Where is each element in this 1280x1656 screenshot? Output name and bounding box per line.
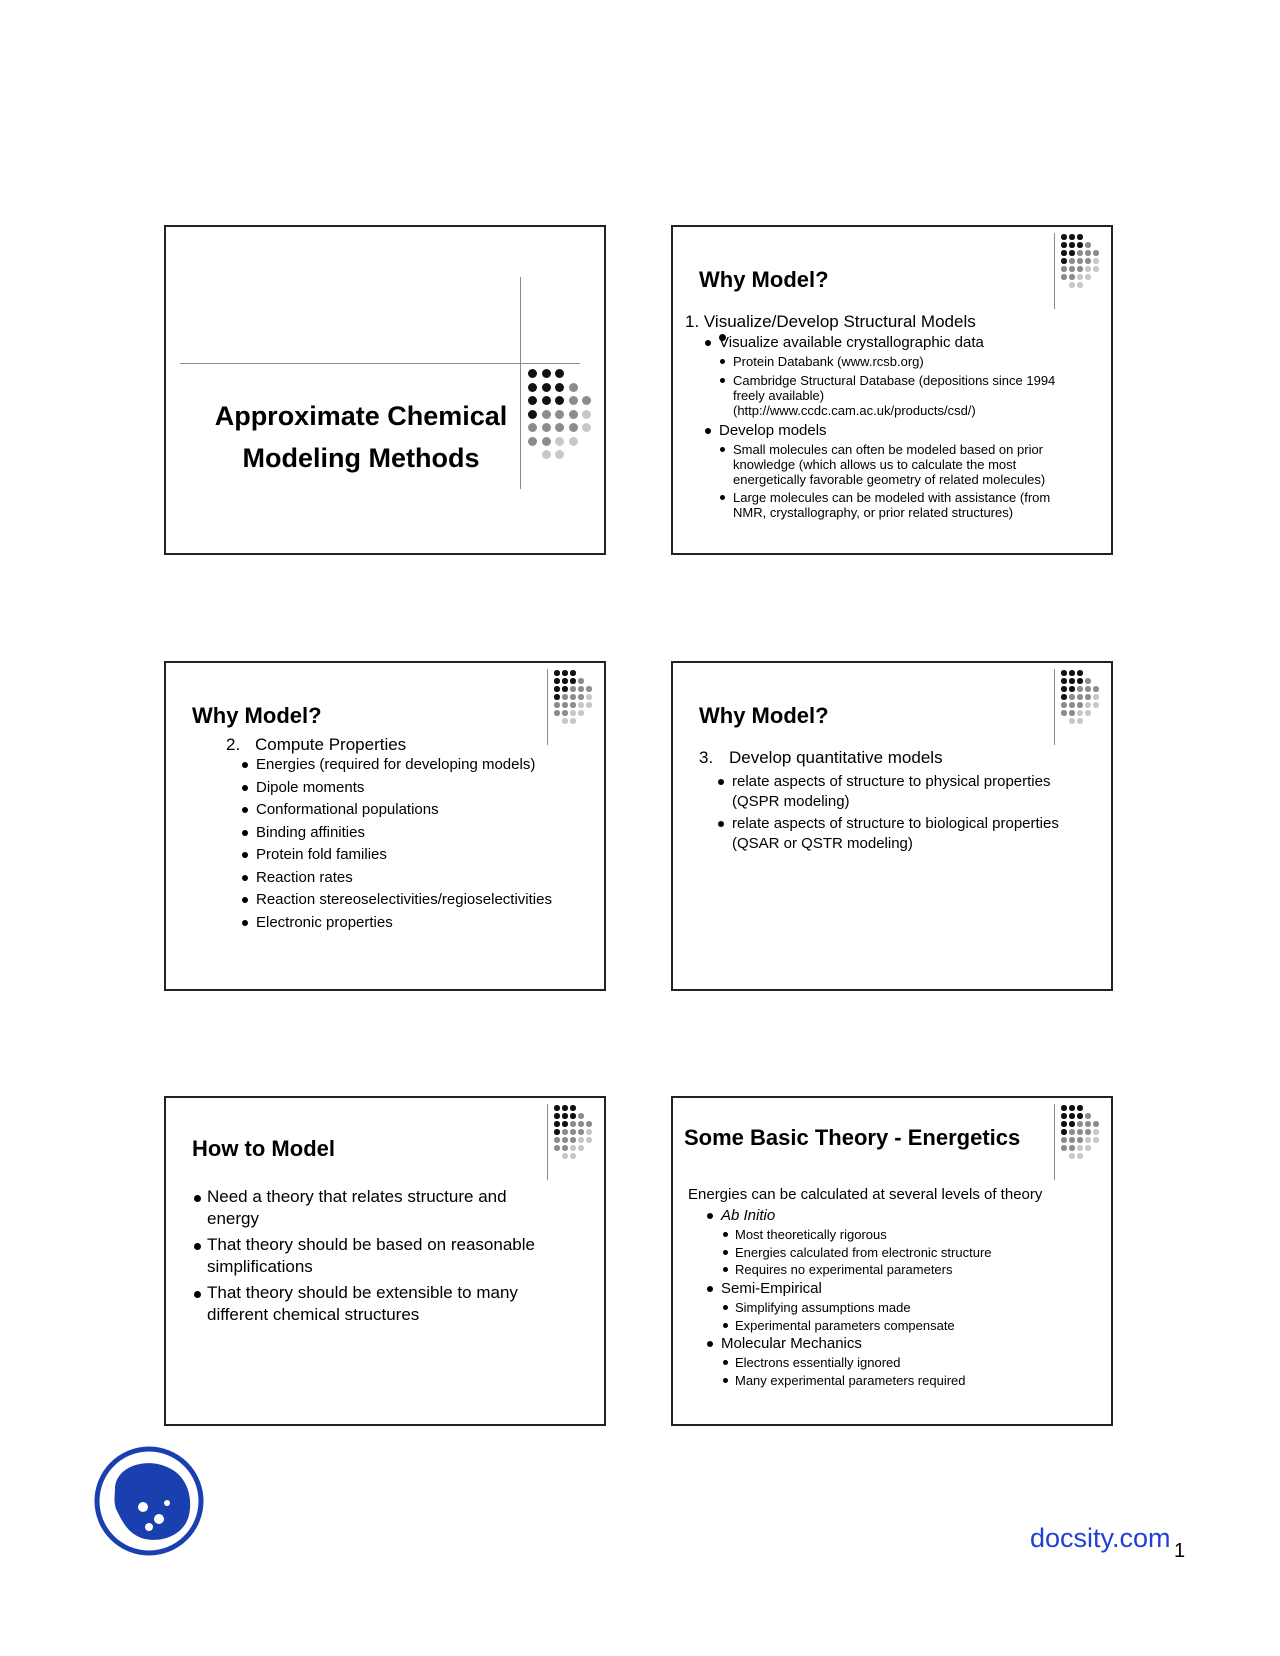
bullet-dot	[242, 852, 248, 858]
divider-vertical	[1054, 1104, 1055, 1180]
theory-level: Semi-Empirical	[721, 1280, 822, 1297]
decorative-dot	[1085, 694, 1091, 700]
decorative-dot	[554, 1121, 560, 1127]
decorative-dot	[570, 702, 576, 708]
sub-bullet-text: Protein Databank (www.rcsb.org)	[733, 354, 924, 369]
decorative-dot	[1069, 1137, 1075, 1143]
decorative-dot	[1093, 694, 1099, 700]
theory-level: Ab Initio	[721, 1207, 776, 1224]
decorative-dot	[578, 702, 584, 708]
decorative-dot	[569, 410, 578, 419]
decorative-dot	[1077, 678, 1083, 684]
decorative-dot	[562, 710, 568, 716]
list-item: Dipole moments	[256, 778, 365, 796]
divider-vertical	[547, 1104, 548, 1180]
slide-4	[671, 661, 1113, 991]
decorative-dot	[1069, 1153, 1075, 1159]
decorative-dot	[1069, 1145, 1075, 1151]
decorative-dot	[586, 702, 592, 708]
decorative-dot	[578, 678, 584, 684]
bullet-dot	[242, 920, 248, 926]
decorative-dot	[570, 1137, 576, 1143]
decorative-dot	[1093, 258, 1099, 264]
sub-bullet-dot	[720, 359, 725, 364]
decorative-dot	[1061, 702, 1067, 708]
decorative-dot	[578, 1145, 584, 1151]
decorative-dot	[555, 383, 564, 392]
decorative-dot	[554, 1113, 560, 1119]
decorative-dot	[1077, 1105, 1083, 1111]
slide-5	[164, 1096, 606, 1426]
sub-bullet-text: freely available)	[733, 388, 825, 403]
sub-bullet-text: Simplifying assumptions made	[735, 1300, 911, 1315]
decorative-dot	[578, 686, 584, 692]
decorative-dot	[554, 694, 560, 700]
decorative-dot	[1069, 250, 1075, 256]
decorative-dot	[570, 670, 576, 676]
sub-bullet-text: Cambridge Structural Database (depositions since 1994	[733, 373, 1056, 388]
decorative-dot	[1085, 250, 1091, 256]
sub-bullet-text: Electrons essentially ignored	[735, 1355, 901, 1370]
decorative-dot	[554, 1137, 560, 1143]
bullet-text: relate aspects of structure to biological properties	[732, 815, 1059, 832]
decorative-dot	[1061, 678, 1067, 684]
docsity-logo	[93, 1445, 205, 1557]
decorative-dot	[582, 423, 591, 432]
bullet-text: (QSPR modeling)	[732, 793, 850, 810]
decorative-dot	[542, 369, 551, 378]
page-number: 1	[1174, 1540, 1186, 1562]
slide-3	[164, 661, 606, 991]
decorative-dot	[562, 1105, 568, 1111]
divider-vertical	[547, 669, 548, 745]
decorative-dot	[1093, 250, 1099, 256]
decorative-dot	[1077, 242, 1083, 248]
decorative-dot	[1093, 1137, 1099, 1143]
decorative-dot	[578, 1129, 584, 1135]
decorative-dot	[554, 670, 560, 676]
decorative-dot	[554, 1105, 560, 1111]
decorative-dot	[1085, 1129, 1091, 1135]
decorative-dot	[1061, 670, 1067, 676]
decorative-dot	[1085, 258, 1091, 264]
decorative-dot	[586, 686, 592, 692]
decorative-dot	[586, 1121, 592, 1127]
decorative-dot	[1061, 250, 1067, 256]
decorative-dot	[1077, 1129, 1083, 1135]
decorative-dot	[1077, 670, 1083, 676]
bullet-text: Develop models	[719, 422, 827, 439]
decorative-dot	[554, 1129, 560, 1135]
sub-bullet-text: Experimental parameters compensate	[735, 1317, 955, 1333]
decorative-dot	[1061, 274, 1067, 280]
decorative-dot	[1061, 266, 1067, 272]
decorative-dot	[555, 396, 564, 405]
decorative-dot	[569, 437, 578, 446]
decorative-dot	[1061, 1129, 1067, 1135]
sub-bullet-dot	[720, 495, 725, 500]
decorative-dot	[542, 383, 551, 392]
decorative-dot	[562, 1121, 568, 1127]
decorative-dot	[1085, 1121, 1091, 1127]
list-item: Reaction stereoselectivities/regioselectivities	[256, 891, 552, 908]
decorative-dot	[1069, 258, 1075, 264]
decorative-dot	[578, 1113, 584, 1119]
bullet-text: energy	[207, 1209, 259, 1228]
bullet-text: That theory should be based on reasonable	[207, 1235, 535, 1254]
decorative-dot	[562, 670, 568, 676]
decorative-dot	[555, 423, 564, 432]
decorative-dot	[1077, 266, 1083, 272]
decorative-dot	[1061, 1113, 1067, 1119]
theory-level: Molecular Mechanics	[721, 1335, 862, 1352]
bullet-text: Visualize available crystallographic data	[719, 334, 984, 351]
sub-bullet-text: knowledge (which allows us to calculate the most	[733, 457, 1017, 472]
sub-bullet-dot	[723, 1360, 728, 1365]
decorative-dot	[570, 710, 576, 716]
decorative-dot	[1085, 242, 1091, 248]
decorative-dot	[554, 686, 560, 692]
decorative-dot	[528, 383, 537, 392]
divider-vertical	[1054, 669, 1055, 745]
decorative-dot	[1069, 242, 1075, 248]
decorative-dot	[562, 1153, 568, 1159]
decorative-dot	[1061, 694, 1067, 700]
decorative-dot	[562, 678, 568, 684]
sub-bullet-dot	[720, 378, 725, 383]
decorative-dot	[1069, 1121, 1075, 1127]
decorative-dot	[582, 396, 591, 405]
bullet-dot	[718, 821, 724, 827]
decorative-dot	[555, 437, 564, 446]
list-item: Conformational populations	[256, 801, 439, 818]
slide-2	[671, 225, 1113, 555]
decorative-dot	[1077, 234, 1083, 240]
decorative-dot	[1085, 1113, 1091, 1119]
decorative-dot	[1061, 1105, 1067, 1111]
slide-title: Some Basic Theory - Energetics	[684, 1125, 1021, 1150]
decorative-dot	[1085, 678, 1091, 684]
sub-bullet-text: Requires no experimental parameters	[735, 1262, 953, 1277]
decorative-dot	[1061, 1145, 1067, 1151]
bullet-dot	[194, 1291, 201, 1298]
bullet-dot	[707, 1213, 713, 1219]
list-item: Protein fold families	[256, 846, 387, 863]
sub-bullet-dot	[723, 1250, 728, 1255]
decorative-dot	[1061, 234, 1067, 240]
decorative-dot	[570, 1145, 576, 1151]
decorative-dot	[1077, 1121, 1083, 1127]
heading-number: 3.	[699, 748, 714, 767]
decorative-dot	[1093, 702, 1099, 708]
decorative-dot	[1093, 1129, 1099, 1135]
decorative-dot	[1069, 678, 1075, 684]
bullet-text: different chemical structures	[207, 1305, 420, 1324]
bullet-dot	[707, 1341, 713, 1347]
decorative-dot	[1077, 282, 1083, 288]
decorative-dot	[1069, 234, 1075, 240]
decorative-dot	[570, 1105, 576, 1111]
sub-bullet-dot	[723, 1323, 728, 1328]
sub-bullet-dot	[723, 1305, 728, 1310]
decorative-dot	[1061, 686, 1067, 692]
decorative-dot	[1077, 1113, 1083, 1119]
decorative-dot	[1077, 1153, 1083, 1159]
decorative-dot	[555, 450, 564, 459]
decorative-dot	[578, 694, 584, 700]
intro-text: Energies can be calculated at several levels of theory	[688, 1186, 1043, 1203]
decorative-dot	[586, 1129, 592, 1135]
heading: 1. Visualize/Develop Structural Models	[685, 312, 976, 331]
sub-bullet-text: NMR, crystallography, or prior related structures)	[733, 505, 1014, 520]
decorative-dot	[1069, 1105, 1075, 1111]
decorative-dot	[1069, 694, 1075, 700]
decorative-dot	[1077, 1145, 1083, 1151]
bullet-dot	[707, 1286, 713, 1292]
sub-bullet-text: Many experimental parameters required	[735, 1372, 966, 1388]
decorative-dot	[1061, 258, 1067, 264]
decorative-dot	[569, 383, 578, 392]
decorative-dot	[570, 1113, 576, 1119]
decorative-dot	[1069, 710, 1075, 716]
decorative-dot	[578, 1121, 584, 1127]
decorative-dot	[570, 694, 576, 700]
decorative-dot	[1093, 266, 1099, 272]
decorative-dot	[554, 702, 560, 708]
decorative-dot	[554, 1145, 560, 1151]
decorative-dot	[1077, 694, 1083, 700]
decorative-dot	[554, 678, 560, 684]
decorative-dot	[562, 1137, 568, 1143]
slide-6	[671, 1096, 1113, 1426]
sub-bullet-dot	[720, 447, 725, 452]
bullet-dot	[242, 807, 248, 813]
decorative-dot	[562, 1113, 568, 1119]
decorative-dot	[1085, 1137, 1091, 1143]
decorative-dot	[569, 423, 578, 432]
decorative-dot	[1069, 1113, 1075, 1119]
decorative-dot	[1069, 702, 1075, 708]
bullet-text: (QSAR or QSTR modeling)	[732, 835, 913, 852]
decorative-dot	[570, 1121, 576, 1127]
divider-vertical	[1054, 233, 1055, 309]
heading: Compute Properties	[255, 735, 407, 754]
decorative-dot	[1077, 710, 1083, 716]
decorative-dot	[570, 678, 576, 684]
bullet-dot	[194, 1243, 201, 1250]
decorative-dot	[555, 369, 564, 378]
decorative-dot	[1069, 670, 1075, 676]
sub-bullet-dot	[723, 1267, 728, 1272]
slide-title: Why Model?	[699, 703, 829, 728]
decorative-dot	[562, 1145, 568, 1151]
decorative-dot	[1069, 282, 1075, 288]
decorative-dot	[1085, 710, 1091, 716]
slide-title: Why Model?	[192, 703, 322, 728]
brand-link[interactable]: docsity.com	[1030, 1523, 1171, 1553]
decorative-dot	[570, 718, 576, 724]
list-item: Energies (required for developing models)	[256, 756, 536, 773]
decorative-dot	[562, 702, 568, 708]
bullet-text: relate aspects of structure to physical properties	[732, 773, 1051, 790]
bullet-text: That theory should be extensible to many	[207, 1283, 518, 1302]
decorative-dot	[570, 1153, 576, 1159]
decorative-dot	[1069, 274, 1075, 280]
sub-bullet-text: Large molecules can be modeled with assistance (from	[733, 490, 1051, 505]
heading-number: 2.	[226, 735, 241, 754]
decorative-dot	[554, 710, 560, 716]
bullet-dot	[242, 762, 248, 768]
decorative-dot	[586, 694, 592, 700]
decorative-dot	[1085, 274, 1091, 280]
bullet-dot	[242, 897, 248, 903]
decorative-dot	[1085, 686, 1091, 692]
decorative-dot	[1077, 702, 1083, 708]
decorative-dot	[1077, 258, 1083, 264]
decorative-dot	[555, 410, 564, 419]
sub-bullet-text: (http://www.ccdc.cam.ac.uk/products/csd/)	[733, 403, 976, 418]
decorative-dot	[586, 1137, 592, 1143]
decorative-dot	[578, 1137, 584, 1143]
decorative-dot	[562, 1129, 568, 1135]
sub-bullet-text: Small molecules can often be modeled based on prior	[733, 442, 1044, 457]
decorative-dot	[578, 710, 584, 716]
decorative-dot	[1077, 274, 1083, 280]
decorative-dot	[1077, 718, 1083, 724]
decorative-dot	[1085, 702, 1091, 708]
list-item: Binding affinities	[256, 823, 365, 841]
sub-bullet-dot	[723, 1232, 728, 1237]
decorative-dot	[1093, 1121, 1099, 1127]
list-item: Electronic properties	[256, 913, 393, 931]
bullet-dot	[242, 785, 248, 791]
slide-1	[164, 225, 606, 555]
sub-bullet-dot	[723, 1378, 728, 1383]
decorative-dot	[1085, 1145, 1091, 1151]
decorative-dot	[1077, 686, 1083, 692]
sub-bullet-text: Most theoretically rigorous	[735, 1227, 887, 1242]
decorative-dot	[1077, 250, 1083, 256]
decorative-dot	[562, 686, 568, 692]
bullet-dot	[194, 1195, 201, 1202]
decorative-dot	[1069, 718, 1075, 724]
decorative-dot	[1085, 266, 1091, 272]
decorative-dot	[1069, 266, 1075, 272]
decorative-dot	[562, 718, 568, 724]
decorative-dot	[1093, 686, 1099, 692]
decorative-dot	[582, 410, 591, 419]
bullet-text: Need a theory that relates structure and	[207, 1187, 507, 1206]
decorative-dot	[1061, 710, 1067, 716]
slide-title: Why Model?	[699, 267, 829, 292]
decorative-dot	[1069, 1129, 1075, 1135]
bullet-dot	[705, 428, 711, 434]
decorative-dot	[1077, 1137, 1083, 1143]
decorative-dot	[1061, 242, 1067, 248]
decorative-dot	[562, 694, 568, 700]
bullet-dot	[242, 830, 248, 836]
slide-title: Approximate Chemical Modeling Methods	[214, 401, 508, 473]
sub-bullet-text: Energies calculated from electronic structure	[735, 1244, 992, 1260]
bullet-dot	[718, 779, 724, 785]
decorative-dot	[1061, 1137, 1067, 1143]
decorative-dot	[528, 369, 537, 378]
decorative-dot	[570, 686, 576, 692]
heading: Develop quantitative models	[729, 748, 943, 767]
decorative-dot	[1061, 1121, 1067, 1127]
decorative-dot	[570, 1129, 576, 1135]
bullet-dot	[242, 875, 248, 881]
sub-bullet-text: energetically favorable geometry of related molecules)	[733, 472, 1046, 487]
decorative-dot	[569, 396, 578, 405]
decorative-dot	[1069, 686, 1075, 692]
slide-title: How to Model	[192, 1136, 335, 1161]
list-item: Reaction rates	[256, 868, 353, 886]
bullet-text: simplifications	[207, 1257, 313, 1276]
